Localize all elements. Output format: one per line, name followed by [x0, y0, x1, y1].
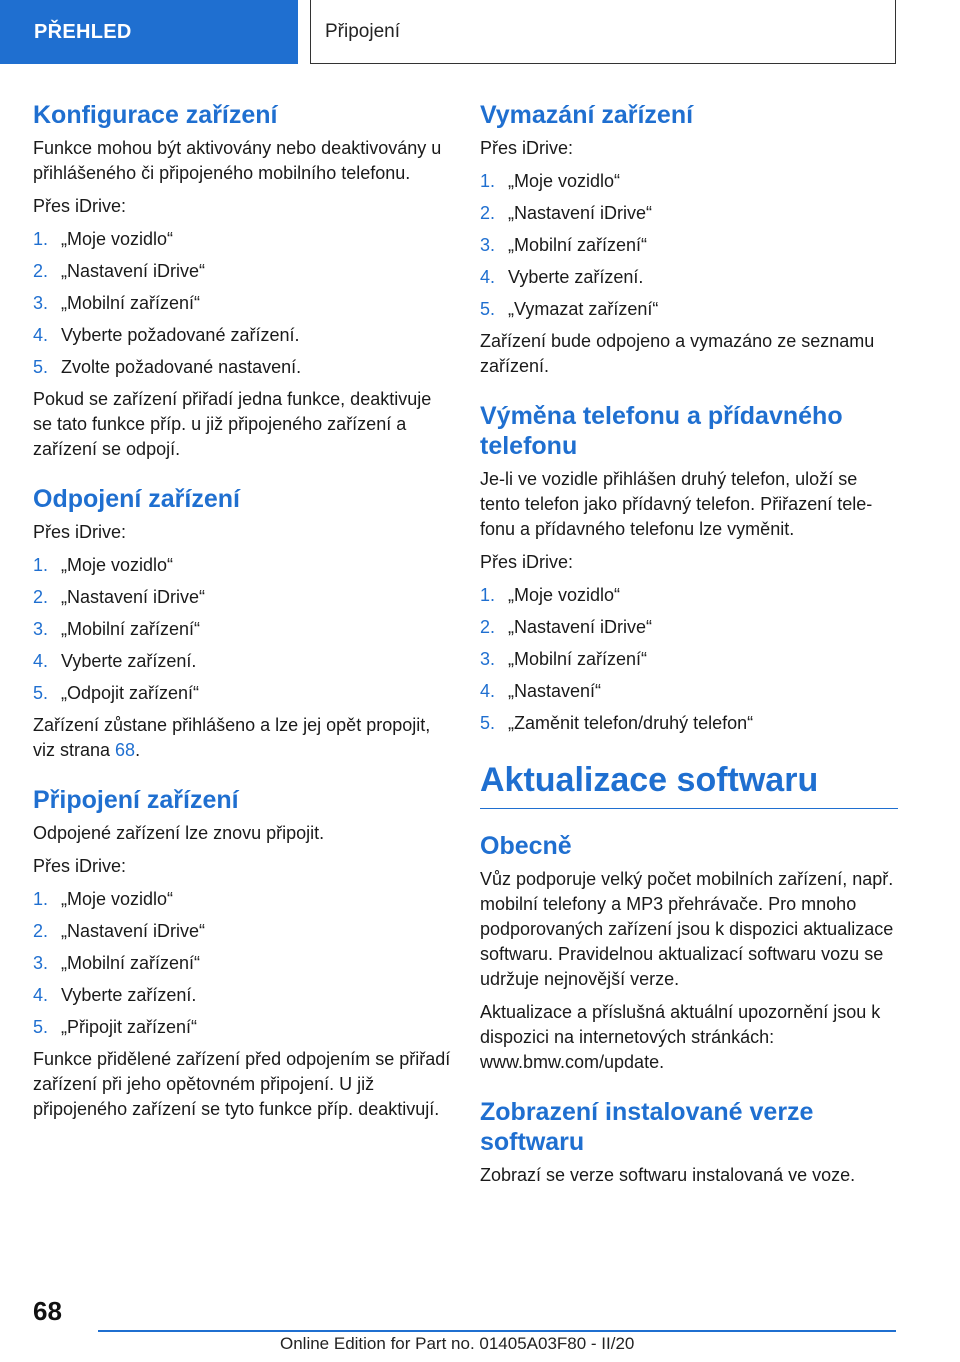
section-odpojeni: [33, 484, 451, 763]
list-item: 4. Vyberte zařízení.: [480, 267, 644, 287]
list-item: 3. „Mobilní zařízení“: [480, 235, 648, 255]
section-title: Obecně: [480, 832, 572, 860]
left-column: [33, 100, 451, 1144]
list-item: 5. Zvolte požadované nastavení.: [33, 357, 302, 377]
paragraph: Zobrazí se verze softwaru instalovaná ve voze.: [480, 1165, 856, 1185]
header-tab-label: PŘEHLED: [34, 20, 132, 43]
paragraph: Funkce mohou být aktivovány nebo deaktivovány u přihlášeného či připojeného mobilního telefonu.: [33, 138, 442, 183]
list-item: 2. „Nastavení iDrive“: [33, 261, 206, 281]
header-section: [310, 0, 896, 64]
list-item: 2. „Nastavení iDrive“: [33, 921, 206, 941]
section-pripojeni: [33, 785, 451, 1122]
step-list: [33, 887, 451, 1040]
paragraph: Zařízení bude odpojeno a vymazáno ze seznamu zařízení.: [480, 331, 875, 376]
list-item: 2. „Nastavení iDrive“: [33, 587, 206, 607]
list-item: 3. „Mobilní zařízení“: [33, 953, 201, 973]
page-number: 68: [33, 1296, 62, 1326]
list-item: 3. „Mobilní zařízení“: [33, 293, 201, 313]
list-item: 2. „Nastavení iDrive“: [480, 203, 653, 223]
list-item: 5. „Připojit zařízení“: [33, 1017, 198, 1037]
section-title: Odpojení zařízení: [33, 485, 240, 513]
section-title: Připojení zařízení: [33, 786, 239, 814]
step-list: [33, 553, 451, 706]
step-list: [33, 227, 451, 380]
paragraph: Přes iDrive:: [480, 138, 574, 158]
list-item: 5. „Zaměnit telefon/druhý telefon“: [480, 713, 754, 733]
section-vymena-telefonu: [480, 401, 898, 736]
list-item: 1. „Moje vozidlo“: [33, 229, 174, 249]
step-list: [480, 583, 898, 736]
paragraph: Funkce přidělené zařízení před odpojením se přiřadí zařízení při jeho opětovném připojení. U již připojeného zařízení se tyto funkce příp. deaktivují.: [33, 1049, 451, 1119]
paragraph: Je-li ve vozidle přihlášen druhý telefon, uloží se tento telefon jako přídavný telefon. Přiřazení telefonu a přídavného telefonu lze vyměnit.: [480, 469, 873, 539]
list-item: 1. „Moje vozidlo“: [33, 889, 174, 909]
section-title: Zobrazení instalované verze softwaru: [480, 1098, 814, 1156]
section-konfigurace: [33, 100, 451, 462]
list-item: 3. „Mobilní zařízení“: [480, 649, 648, 669]
chapter-heading: [480, 758, 898, 809]
list-item: 2. „Nastavení iDrive“: [480, 617, 653, 637]
section-title: Výměna telefonu a přídavného telefonu: [480, 402, 843, 460]
paragraph: Vůz podporuje velký počet mobilních zařízení, např. mobilní telefony a MP3 přehrávače. Pro mnoho podporovaných zařízení jsou k dispozici aktualizace softwaru. Pravidelnou aktualizací softwaru vozu se udržuje nejnovější verze.: [480, 869, 894, 989]
list-item: 4. Vyberte požadované zařízení.: [33, 325, 300, 345]
right-column: [480, 100, 898, 1210]
paragraph: Odpojené zařízení lze znovu připojit.: [33, 823, 325, 843]
paragraph: Přes iDrive:: [480, 552, 574, 572]
paragraph: Pokud se zařízení přiřadí jedna funkce, deaktivuje se tato funkce příp. u již připojeného zařízení a zařízení se odpojí.: [33, 389, 432, 459]
paragraph: Přes iDrive:: [33, 856, 127, 876]
list-item: 1. „Moje vozidlo“: [33, 555, 174, 575]
section-title: Konfigurace zařízení: [33, 101, 278, 129]
list-item: 5. „Vymazat zařízení“: [480, 299, 659, 319]
paragraph: Přes iDrive:: [33, 522, 127, 542]
paragraph: Aktualizace a příslušná aktuální upozornění jsou k dispozici na internetových stránkách: www.bmw.com/update.: [480, 1002, 881, 1072]
chapter-title: Aktualizace softwaru: [480, 758, 898, 809]
list-item: 1. „Moje vozidlo“: [480, 585, 621, 605]
section-verze-softwaru: [480, 1097, 898, 1188]
list-item: 4. Vyberte zařízení.: [33, 651, 197, 671]
footer-divider: [98, 1330, 896, 1332]
page-link[interactable]: 68: [115, 740, 136, 760]
paragraph: Přes iDrive:: [33, 196, 127, 216]
list-item: 1. „Moje vozidlo“: [480, 171, 621, 191]
paragraph: Zařízení zůstane přihlášeno a lze jej opět propojit, viz strana 68.: [33, 715, 431, 760]
footer-text: Online Edition for Part no. 01405A03F80 - II/20: [280, 1334, 635, 1353]
section-title: Vymazání zařízení: [480, 101, 694, 129]
list-item: 4. Vyberte zařízení.: [33, 985, 197, 1005]
header-section-label: Připojení: [325, 20, 400, 42]
step-list: [480, 169, 898, 322]
list-item: 3. „Mobilní zařízení“: [33, 619, 201, 639]
list-item: 4. „Nastavení“: [480, 681, 602, 701]
header-tab[interactable]: [0, 0, 298, 64]
section-vymazani: [480, 100, 898, 379]
section-obecne: [480, 831, 898, 1075]
list-item: 5. „Odpojit zařízení“: [33, 683, 200, 703]
